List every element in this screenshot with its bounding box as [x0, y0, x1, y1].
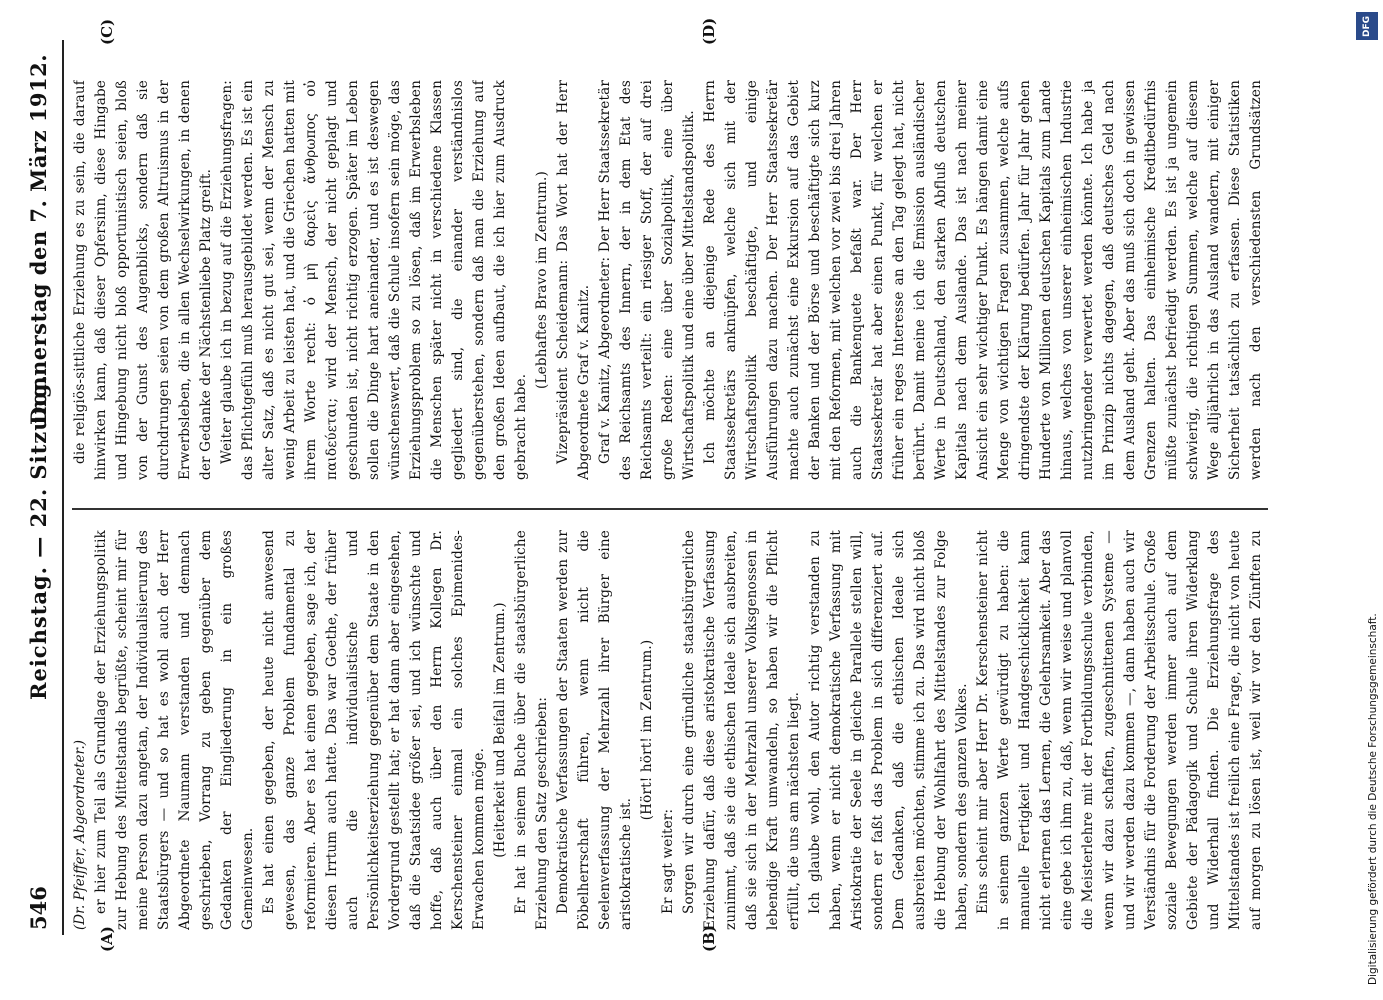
- header-rule: [62, 40, 64, 935]
- margin-marker-c: (C): [98, 18, 116, 45]
- paragraph: Graf v. Kanitz, Abgeordneter: Der Herr Staatssekretär des Reichsamts des Innern, der in dem Etat des Reichsamts verteilt: ein riesiger Stoff, der auf drei große Reden: eine über Sozialpolitik, eine über Wirtschaftspolitik und eine über Mittelstandspolitik.: [597, 80, 697, 480]
- stage-direction: (Hört! hört! im Zentrum.): [639, 639, 655, 821]
- paragraph: Ich möchte an diejenige Rede des Herrn Staatssekretärs anknüpfen, welche sich mit der Wirtschaftspolitik beschäftigte, und einige Ausführungen dazu machen. Der Herr Staatssekretär machte auch zunächst eine Exkursion auf das Gebiet der Banken und der Börse und beschäftigte sich kurz mit den Reformen, mit welchen vor zwei bis drei Jahren auch die Bankenquete befaßt war. Der Herr Staatssekretär hat aber einen Punkt, für welchen er früher ein reges Interesse an den Tag gelegt hat, nicht berührt. Damit meine ich die Emission ausländischer Werte in Deutschland, den starken Abfluß deutschen Kapitals nach dem Auslande. Das ist nach meiner Ansicht ein sehr wichtiger Punkt. Es hängen damit eine Menge von wichtigen Fragen zusammen, welche aufs dringendste der Klärung bedürfen. Jahr für Jahr gehen Hunderte von Millionen deutschen Kapitals zum Lande hinaus, welches von unserer einheimischen Industrie nutzbringender verwertet werden könnte. Ich habe ja im Prinzip nichts dagegen, daß deutsches Geld nach dem Ausland geht. Aber das muß sich doch in gewissen Grenzen halten. Das einheimische Kreditbedürfnis müßte zunächst befriedigt werden. Es ist ja ungemein schwierig, die richtigen Summen, welche auf diesem Wege alljährlich in das Ausland wandern, mit einiger Sicherheit tatsächlich zu erfassen. Diese Statistiken werden nach den verschiedensten Grundsätzen: [702, 80, 1264, 480]
- stage-direction: (Lebhaftes Bravo im Zentrum.): [534, 171, 550, 389]
- paragraph: Weiter glaube ich in bezug auf die Erziehungsfragen: das Pflichtgefühl muß herausgebildet werden. Es ist ein alter Satz, daß es nicht gut sei, wenn der Mensch zu wenig Arbeit zu leisten hat, und die Griechen hatten mit ihrem Worte recht: ὁ μὴ δαρεὶς ἄνθρωπος οὐ παιδεύεται; wird der Mensch, der nicht geplagt und geschunden ist, nicht richtig erzogen. Später im Leben sollen die Dinge hart aneinander, und es ist deswegen wünschenswert, daß die Schule insofern sein möge, das Erziehungsproblem so zu lösen, daß im Erwerbsleben die Menschen später nicht in verschiedene Klassen gegliedert sind, die einander verständnislos gegenüberstehen, sondern daß man die Erziehung auf den großen Ideen aufbaut, die ich hier zum Ausdruck gebracht habe.: [219, 80, 529, 480]
- right-text-column: [70, 80, 1270, 480]
- page-number: 546: [26, 886, 51, 930]
- digitization-credit: Digitalisierung gefördert durch die Deutsche Forschungsgemeinschaft.: [1367, 613, 1379, 985]
- paragraph: Ich glaube wohl, den Autor richtig verstanden zu haben, wenn er nicht demokratische Verfassung mit Aristokratie der Seele in gleiche Parallele stellen will, sondern er faßt das Problem in sich differenziert auf. Dem Gedanken, daß die ethischen Ideale sich ausbreiten möchten, stimme ich zu. Das wird nicht bloß die Hebung der Wohlfahrt des Mittelstandes zur Folge haben, sondern des ganzen Volkes.: [807, 530, 970, 930]
- dfg-logo: DFG: [1356, 12, 1378, 40]
- paragraph: Vizepräsident Scheidemann: Das Wort hat der Herr Abgeordnete Graf v. Kanitz.: [555, 80, 592, 480]
- stage-direction: (Heiterkeit und Beifall im Zentrum.): [492, 602, 508, 858]
- margin-marker-b: (B): [700, 925, 718, 952]
- left-text-column: [70, 530, 1270, 930]
- speaker-continuation: (Dr. Pfeiffer, Abgeordneter.): [72, 739, 88, 930]
- paragraph: Er hat in seinem Buche über die staatsbürgerliche Erziehung den Satz geschrieben:: [513, 530, 550, 930]
- column-separator: [72, 508, 1268, 510]
- paragraph: er hier zum Teil als Grundlage der Erziehungspolitik zur Hebung des Mittelstands begrüßte, scheint mir für meine Person dazu angetan, der Individualisierung des Staatsbürgers — und so hat es wohl auch der Herr Abgeordnete Naumann verstanden und demnach geschrieben, Vorrang zu geben gegenüber dem Gedanken der Eingliederung in ein großes Gemeinwesen.: [93, 530, 256, 930]
- paragraph: Er sagt weiter:: [660, 808, 676, 914]
- digitization-footer: [1347, 0, 1383, 1000]
- page-header-title: Reichstag. — 22. Sitzung.: [26, 374, 51, 700]
- margin-marker-d: (D): [700, 17, 718, 45]
- paragraph: Es hat einen gegeben, der heute nicht anwesend gewesen, das ganze Problem fundamental zu reformieren. Aber es hat einen gegeben, sage ich, der diesen Irrtum auch hatte. Das war Goethe, der früher auch die individualistische und Persönlichkeitserziehung gegenüber dem Staate in den Vordergrund gestellt hat; er hat dann aber eingesehen, daß die Staatsidee größer sei, und ich wünschte und hoffe, daß auch über den Herrn Kollegen Dr. Kerschensteiner einmal ein solches Epimenides-Erwachen kommen möge.: [261, 530, 487, 930]
- margin-marker-a: (A): [98, 926, 116, 952]
- paragraph: Eins scheint mir aber Herr Dr. Kerschensteiner nicht in seinem ganzen Werte gewürdigt zu haben: die manuelle Fertigkeit und Handgeschicklichkeit kann nicht erlernen das Lernen, die Gelehrsamkeit. Aber das eine gebe ich ihm zu, daß, wenn wir weise und planvoll die Meisterlehre mit der Fortbildungsschule verbinden, wenn wir dazu schaffen, zugeschnittenen Systeme — und wir werden dazu kommen —, dann haben auch wir Verständnis für die Forderung der Arbeitsschule. Große soziale Bewegungen werden immer auch auf dem Gebiete der Pädagogik und Schule ihren Widerklang und Widerhall finden. Die Erziehungsfrage des Mittelstandes ist freilich eine Frage, die nicht von heute auf morgen zu lösen ist, weil wir vor den Zünften zu: [975, 530, 1264, 930]
- page-header-date: Donnerstag den 7. März 1912.: [26, 53, 51, 425]
- quotation: Sorgen wir durch eine gründliche staatsbürgerliche Erziehung dafür, daß diese aristokratische Verfassung zunimmt, daß sie die ethischen Ideale sich ausbreiten, daß sie sich in der Mehrzahl unserer Volksgenossen in lebendige Kraft umwandeln, so haben wir die Pflicht erfüllt, die uns am nächsten liegt.: [681, 530, 802, 930]
- quotation: Demokratische Verfassungen der Staaten werden zur Pöbelherrschaft führen, wenn nicht die Seelenverfassung der Mehrzahl ihrer Bürger eine aristokratische ist.: [555, 530, 634, 930]
- paragraph: die religiös-sittliche Erziehung es zu sein, die darauf hinwirken kann, daß dieser Opfersinn, diese Hingabe und Hingebung nicht bloß opportunistisch seien, bloß von der Gunst des Augenblicks, sondern daß sie durchdrungen seien von dem großen Altruismus in der Erwerbsleben, die in allen Wechselwirkungen, in denen der Gedanke der Nächstenliebe Platz greift.: [72, 80, 214, 480]
